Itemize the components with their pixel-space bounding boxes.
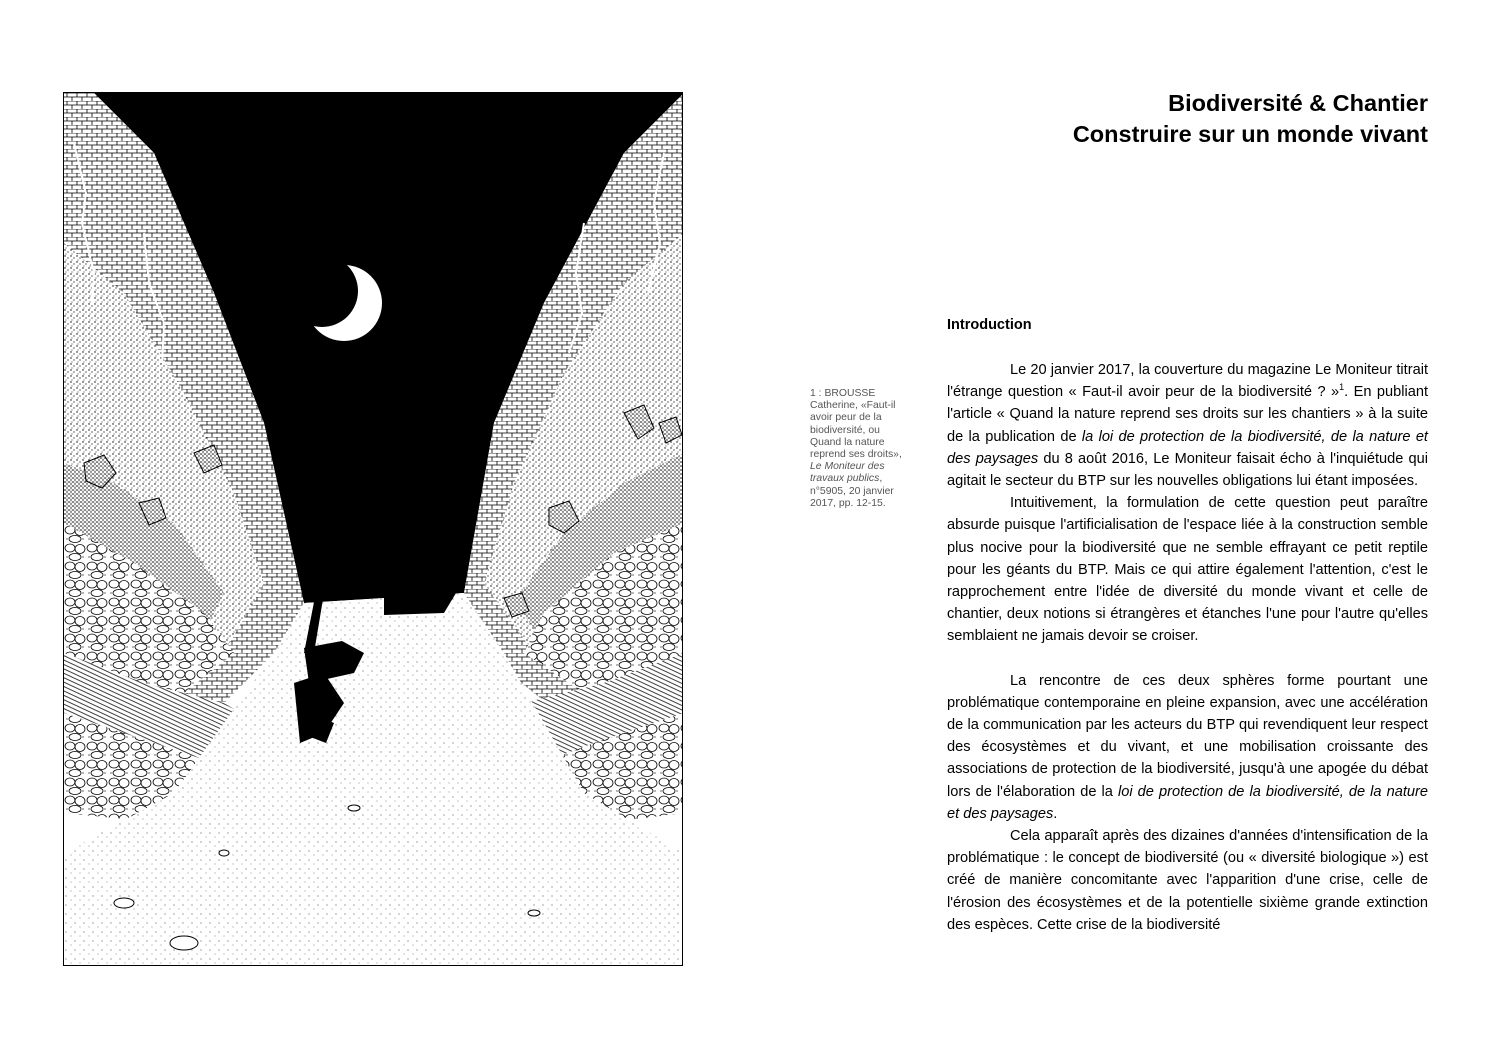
title-line-1: Biodiversité & Chantier (1168, 90, 1428, 116)
paragraph-3-part-a: La rencontre de ces deux sphères forme pourtant une problématique contemporaine en pleine expansion, avec une accélération de la communication par les acteurs du BTP qui revendiquent leur respect des écosystèmes et du vivant, et une mobilisation croissante des associations de protection de la biodiversité, jusqu'à une apogée du débat lors de l'élaboration de la (947, 672, 1428, 800)
paragraph-4: Cela apparaît après des dizaines d'années d'intensification de la problématique : le concept de biodiversité (ou « diversité biologique ») est créé de manière concomitante avec l'apparition d'une crise, celle de l'érosion des écosystèmes et de la potentielle sixième grande extinction des espèces. Cette crise de la biodiversité (947, 828, 1428, 933)
paragraph-3-part-b: . (1053, 805, 1058, 822)
footnote-number: 1 (810, 388, 816, 399)
footnote-ref: 1 (1339, 382, 1345, 393)
canyon-illustration (63, 92, 683, 966)
paragraph-1 (947, 359, 1428, 492)
paragraph-1-part-c: du 8 août 2016, Le Moniteur faisait écho à l'inquiétude qui agitait le secteur du BTP sur les nouvelles obligations lui étant imposées. (947, 450, 1428, 490)
footnote (810, 388, 912, 510)
footnote-source-title: Le Moniteur des travaux publics (810, 461, 885, 485)
law-title-italic: la loi de protection de la biodiversité, de la nature et des paysages (947, 428, 1428, 467)
paragraph-1-part-b: . En publiant l'article « Quand la nature reprend ses droits sur les chantiers » à la suite de la publication de (947, 384, 1429, 445)
paragraph-1-part-a: Le 20 janvier 2017, la couverture du magazine Le Moniteur titrait l'étrange question « Faut-il avoir peur de la biodiversité ? » (947, 362, 1428, 401)
page-title (1073, 88, 1428, 150)
title-line-2: Construire sur un monde vivant (1072, 121, 1428, 147)
footnote-text-a: : BROUSSE Catherine, «Faut-il avoir peur de la biodiversité, ou Quand la nature reprend ses droits», (810, 388, 902, 461)
footnote-text-b: , n°5905, 20 janvier 2017, pp. 12-15. (810, 473, 894, 509)
section-heading: Introduction (947, 317, 1032, 333)
law-title-italic-2: loi de protection de la biodiversité, de la nature et des paysages (947, 783, 1429, 822)
paragraph-3 (947, 670, 1428, 825)
paragraph-2: Intuitivement, la formulation de cette question peut paraître absurde puisque l'artificialisation de l'espace liée à la construction semble plus nocive pour la biodiversité que ne semble effrayant ce petit reptile pour les géants du BTP. Mais ce qui attire également l'attention, c'est le rapprochement entre l'idée de diversité du monde vivant et celle de chantier, deux notions si étrangères et étanches l'une pour l'autre qu'elles semblaient ne jamais devoir se croiser. (947, 495, 1428, 645)
body-text (947, 359, 1428, 936)
